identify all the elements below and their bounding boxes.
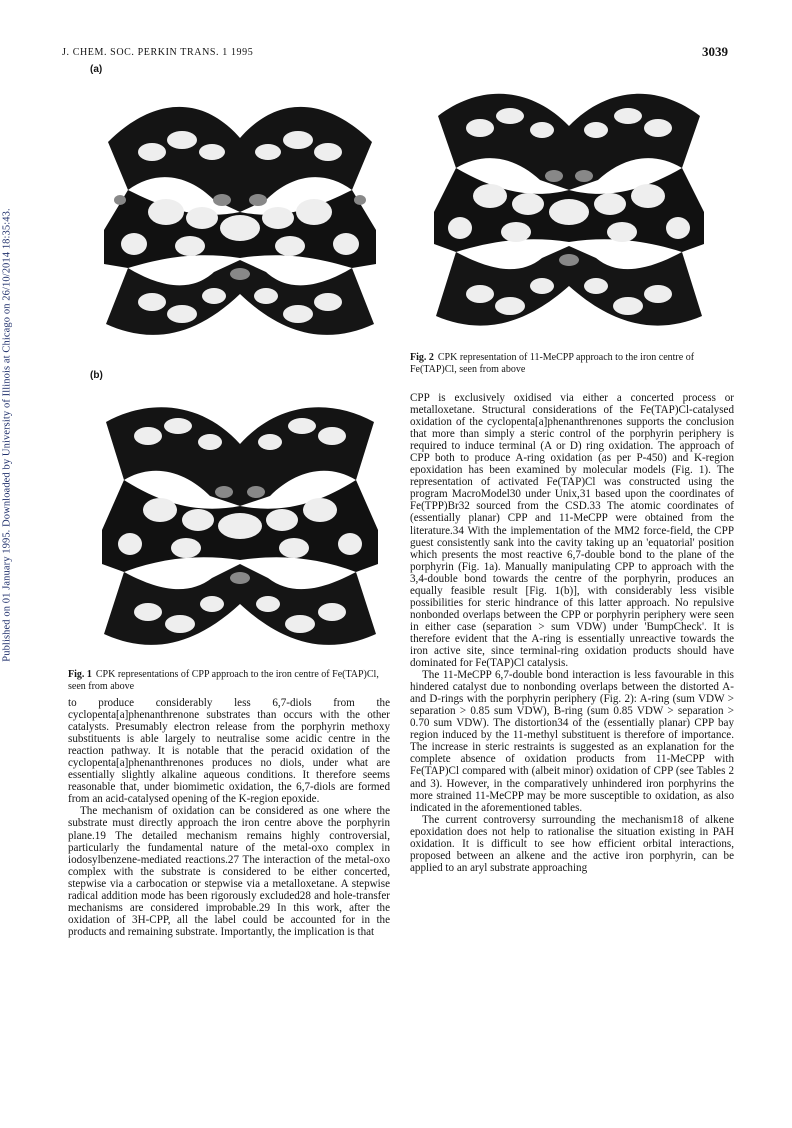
figure2-caption-text: CPK representation of 11-MeCPP approach to the iron centre of Fe(TAP)Cl, seen from above [410,352,695,375]
download-watermark [0,200,14,670]
paragraph: to produce considerably less 6,7-diols from the cyclopenta[a]phenanthrenone substrates than occurs with the other catalysts. Presumably electron release from the porphyrin methoxy substituents is able largely to neutralise some acidic centre in the reaction pathway. It is notable that the peracid oxidation of the cyclopenta[a]phenanthrenones produces no diols, under what are essentially slightly alkaline aqueous conditions. It therefore seems reasonable that, under biomimetic oxidation, the 6,7-diols are formed from an acid-catalysed opening of the K-region epoxide. [68,697,390,806]
running-head: J. CHEM. SOC. PERKIN TRANS. 1 1995 [62,47,254,58]
page-number: 3039 [702,44,728,59]
figure2-caption-number: Fig. 2 [410,352,434,363]
paragraph: The 11-MeCPP 6,7-double bond interaction is less favourable in this hindered catalyst due to nonbonding overlaps between the distorted A- and D-rings with the porphyrin periphery (Fig. 2): A-ring (sum VDW > separation > 0.85 sum VDW), B-ring (sum 0.85 VDW > separation > 0.70 sum VDW). The distortion34 of the (essentially planar) CPP bay region induced by the 11-methyl substituent is therefore of importance. The increase in steric restraints is suggested as an explanation for the complete absence of oxidation products from 11-MeCPP with Fe(TAP)Cl compared with (albeit minor) oxidation of CPP (see Tables 2 and 3). However, in the comparatively unhindered iron porphyrins the more strained 11-MeCPP may be more susceptible to oxidation, as also indicated in the aforementioned tables. [410,669,734,814]
figure1a-image [90,80,390,358]
figure1-label-b: (b) [90,370,103,381]
figure1-label-a: (a) [90,64,103,75]
paragraph: CPP is exclusively oxidised via either a concerted process or metalloxetane. Structural considerations of the Fe(TAP)Cl-catalysed oxidation of the cyclopenta[a]phenanthrenones supports the conclusion that more than simply a steric control of the porphyrin periphery is required to induce terminal (A or D) ring oxidation. The approach of CPP both to produce A-ring oxidation (as per P-450) and K-region epoxidation has been examined by molecular models (Fig. 1). The representation of activated Fe(TAP)Cl was constructed using the program MacroModel30 under Unix,31 based upon the coordinates of Fe(TPP)Br32 sourced from the CSD.33 The atomic coordinates of (essentially planar) CPP and 11-MeCPP were obtained from the literature.34 With the implementation of the MM2 force-field, the CPP guest consistently sank into the cavity taking up an 'equatorial' position which presents the most reactive 6,7-double bond to the plane of the porphyrin (Fig. 1a). Manually manipulating CPP to approach with the 3,4-double bond towards the centre of the porphyrin, produces an equally feasible result [Fig. 1(b)], with considerably less visible possibilities for steric hindrance of this latter approach. No repulsive nonbonded overlaps between the CPP or porphyrin periphery were seen in either case (separation > sum VDW) under 'BumpCheck'. It is therefore evident that the A-ring is essentially unreactive towards the iron active site, since terminal-ring oxidation products should have dominated for Fe(TAP)Cl catalysis. [410,392,734,670]
paragraph: The mechanism of oxidation can be considered as one where the substrate must directly approach the iron centre above the porphyrin plane.19 The detailed mechanism remains highly controversial, particularly the fundamental nature of the metal-oxo complex in iodosylbenzene-mediated reactions.27 The interaction of the metal-oxo complex with the substrate is considered to be either concerted, stepwise via a carbocation or stepwise via a metalloxetane. A stepwise radical addition mode has been rigorously excluded28 and hole-transfer mechanisms are considered improbable.29 In this work, after the oxidation of 3H-CPP, all the label could be accounted for in the products and remaining substrate. Importantly, the implication is that [68,805,390,938]
left-column [68,697,390,938]
figure1b-image [90,392,390,662]
download-watermark-text: Published on 01 January 1995. Downloaded by University of Illinois at Chicago on 26/10/2014 18:35:43. [1,208,13,662]
figure1-caption [68,669,390,692]
paragraph: The current controversy surrounding the mechanism18 of alkene epoxidation does not help to rationalise the situation existing in PAH oxidation. It is difficult to see how efficient orbital interactions, proposed between an alkene and the active iron porphyrin, can be applied to an aryl substrate approaching [410,813,734,874]
figure2-caption [410,352,734,375]
figure1-caption-number: Fig. 1 [68,669,92,680]
figure1-caption-text: CPK representations of CPP approach to the iron centre of Fe(TAP)Cl, seen from above [68,669,379,692]
right-column [410,392,734,874]
figure2-image [424,72,714,340]
